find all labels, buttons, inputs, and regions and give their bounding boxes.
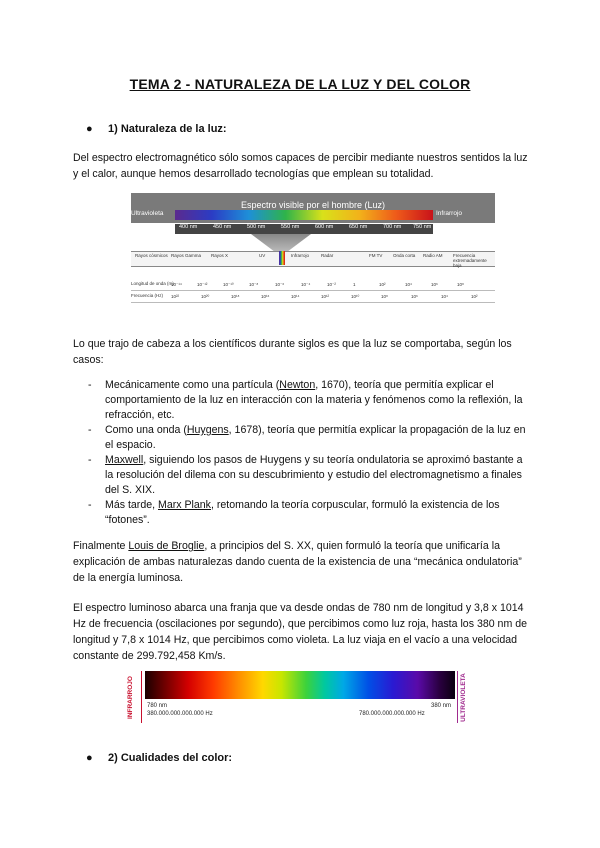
nm-tick: 400 nm [179, 224, 198, 230]
section-heading-text: 1) Naturaleza de la luz: [108, 123, 227, 135]
freq-tick: 10¹⁴ [291, 294, 300, 299]
wl-tick: 10⁻¹⁴ [171, 282, 182, 287]
right-hz: 780.000.000.000.000 Hz [359, 711, 425, 717]
nm-tick: 600 nm [315, 224, 334, 230]
wl-tick: 1 [353, 282, 356, 287]
intro-paragraph: Del espectro electromagnético sólo somos capaces de percibir mediante nuestros sentidos la luz y el calor, aunque hemos desarrollado tecnologías que emplean su totalidad. [73, 152, 528, 180]
wl-tick: 10⁻⁶ [275, 282, 285, 287]
visible-spectrum-image [126, 671, 471, 723]
row-label: Longitud de onda (m) [131, 281, 174, 286]
ir-arrow-label: Infrarrojo [436, 210, 463, 217]
freq-tick: 10¹⁶ [261, 294, 270, 299]
list-item: - Más tarde, Marx Plank, retomando la teoría corpuscular, formuló la existencia de los “fotones”. [88, 499, 500, 526]
band-label: Rayos cósmicos [135, 253, 168, 258]
spectrum-funnel [251, 234, 311, 252]
band-label: Frecuencia extremadamente baja [453, 253, 487, 268]
infrared-side-label: INFRARROJO [126, 676, 134, 719]
freq-tick: 10⁴ [441, 294, 448, 299]
freq-tick: 10¹² [321, 294, 330, 299]
link-newton[interactable]: Newton [279, 379, 316, 391]
freq-tick: 10⁶ [411, 294, 418, 299]
nm-tick: 750 nm [413, 224, 432, 230]
rainbow-gradient [145, 671, 455, 699]
link-maxwell[interactable]: Maxwell [105, 454, 144, 466]
band-label: Onda corta [393, 253, 416, 258]
wl-tick: 10⁻⁴ [301, 282, 311, 287]
band-label: Radio AM [423, 253, 443, 258]
band-label: UV [259, 253, 266, 258]
right-nm: 380 nm [431, 703, 452, 709]
band-label: Infrarrojo [291, 253, 310, 258]
wl-tick: 10² [379, 282, 386, 287]
link-plank[interactable]: Marx Plank [158, 499, 211, 511]
link-de-broglie[interactable]: Louis de Broglie [128, 540, 205, 552]
section-heading-2 [88, 752, 232, 764]
band-label: Radar [321, 253, 334, 258]
section-heading-text: 2) Cualidades del color: [108, 752, 233, 764]
left-hz: 380.000.000.000.000 Hz [147, 711, 213, 717]
nm-tick: 700 nm [383, 224, 402, 230]
electromagnetic-spectrum-image [131, 193, 495, 307]
nm-tick: 650 nm [349, 224, 368, 230]
band-label: Rayos Gamma [171, 253, 202, 258]
freq-tick: 10¹⁰ [351, 294, 360, 299]
uv-arrow-label: Ultravioleta [131, 210, 164, 217]
ultraviolet-side-label: ULTRAVIOLETA [459, 673, 467, 722]
visible-mini-band [279, 251, 285, 265]
wl-tick: 10⁴ [405, 282, 412, 287]
wl-tick: 10⁻² [327, 282, 336, 287]
paragraph-behaviour: Lo que trajo de cabeza a los científicos durante siglos es que la luz se comportaba, según los casos: [73, 338, 512, 366]
nm-tick: 550 nm [281, 224, 300, 230]
theories-list [88, 378, 533, 528]
paragraph-de-broglie: Finalmente Louis de Broglie, a principios del S. XX, quien formuló la teoría que unificaría la explicación de ambas naturalezas dando cuenta de la existencia de una “mecánica ondulatoria” de la energía luminosa. [73, 540, 522, 584]
band-label: FM TV [369, 253, 383, 258]
list-item: - Maxwell, siguiendo los pasos de Huygens y su teoría ondulatoria se aproximó bastante a la resolución del dilema con su descubrimiento y estudio del electromagnetismo a finales del S. XIX. [88, 454, 523, 496]
list-item: - Como una onda (Huygens, 1678), teoría que permitía explicar la propagación de la luz en el espacio. [88, 424, 526, 451]
visible-spectrum-title: Espectro visible por el hombre (Luz) [240, 200, 386, 210]
section-heading-1 [88, 123, 227, 135]
freq-tick: 10¹⁸ [231, 294, 240, 299]
wl-tick: 10⁸ [457, 282, 464, 287]
nm-tick: 450 nm [213, 224, 232, 230]
wl-tick: 10⁻¹² [197, 282, 208, 287]
visible-rainbow [175, 210, 433, 220]
paragraph-spectrum: El espectro luminoso abarca una franja que va desde ondas de 780 nm de longitud y 3,8 x 1014 Hz de frecuencia (oscilaciones por segundo), que percibimos como luz roja, hasta los 380 nm de longitud y 7,8 x 1014 Hz, que percibimos como violeta. La luz viaja en el vacío a una velocidad constante de 299.792,458 Km/s. [73, 602, 528, 662]
frequency-row [131, 293, 495, 303]
page-title: TEMA 2 - NATURALEZA DE LA LUZ Y DEL COLOR [129, 76, 471, 92]
wavelength-row [131, 281, 495, 291]
nm-scale [175, 224, 433, 234]
freq-tick: 10²⁰ [201, 294, 210, 299]
left-nm: 780 nm [147, 703, 168, 709]
freq-tick: 10²² [171, 294, 180, 299]
row-label: Frecuencia (Hz) [131, 293, 164, 298]
list-item: - Mecánicamente como una partícula (Newton, 1670), teoría que permitía explicar el comportamiento de la luz en interacción con la materia y fenómenos como la reflexión, la refracción, etc. [88, 379, 523, 421]
freq-tick: 10² [471, 294, 478, 299]
wl-tick: 10⁶ [431, 282, 438, 287]
band-names-row [131, 251, 495, 267]
freq-tick: 10⁸ [381, 294, 388, 299]
bullet-icon: ● [86, 752, 93, 764]
band-label: Rayos X [211, 253, 229, 258]
bullet-icon: ● [86, 123, 93, 135]
wl-tick: 10⁻⁸ [249, 282, 259, 287]
wl-tick: 10⁻¹⁰ [223, 282, 234, 287]
left-border [141, 671, 142, 723]
link-huygens[interactable]: Huygens [186, 424, 229, 436]
nm-tick: 500 nm [247, 224, 266, 230]
